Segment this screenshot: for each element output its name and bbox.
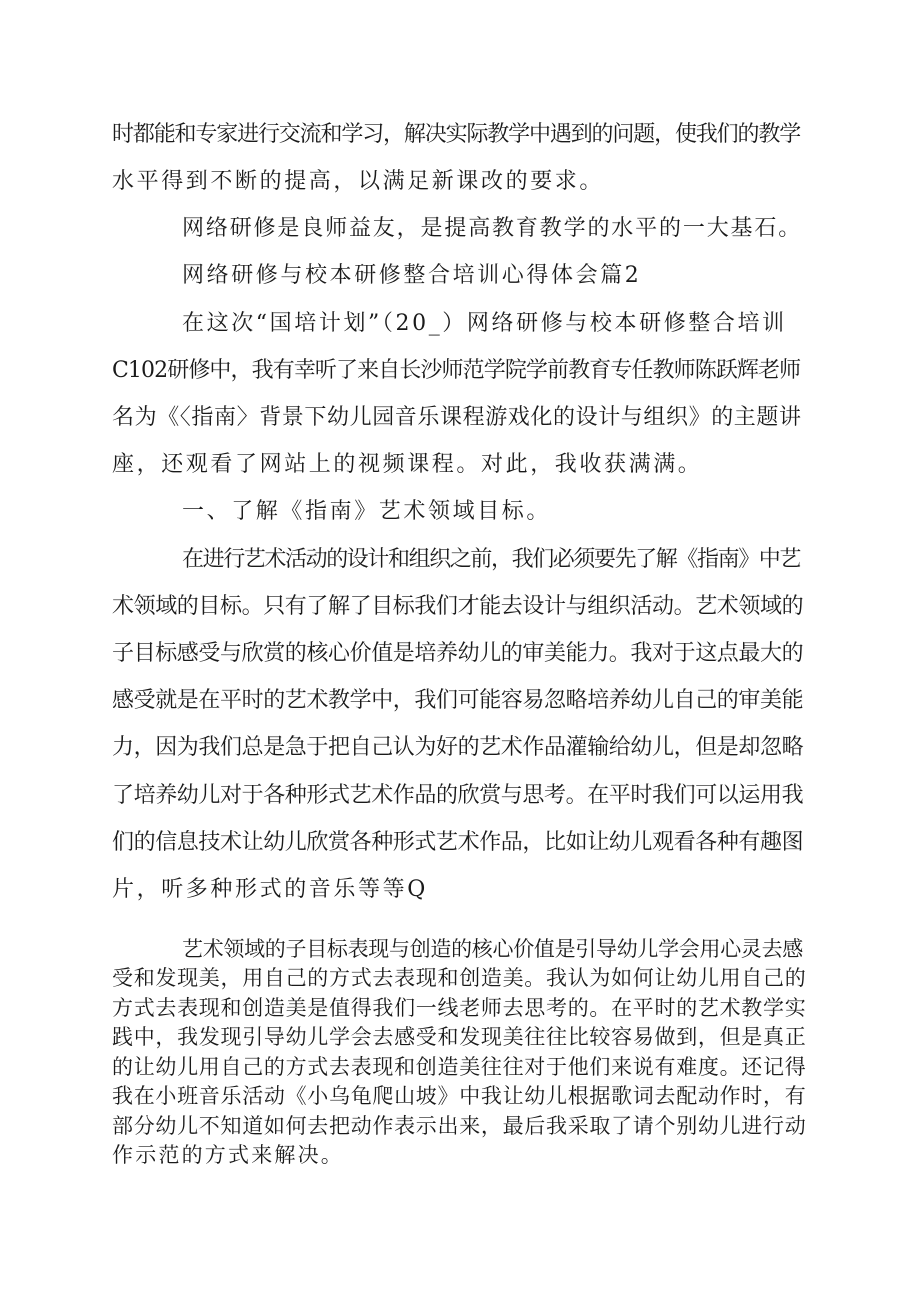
subsection-heading: 一、了解《指南》艺术领域目标。 bbox=[182, 499, 552, 524]
text-line: 我在小班音乐活动《小乌龟爬山坡》中我让幼儿根据歌词去配动作时，有 bbox=[112, 1084, 807, 1108]
text-line: 术领域的目标。只有了解了目标我们才能去设计与组织活动。艺术领域的 bbox=[112, 594, 804, 619]
text-line: 受和发现美，用自己的方式去表现和创造美。我认为如何让幼儿用自己的 bbox=[112, 966, 807, 990]
text-line: 在进行艺术活动的设计和组织之前，我们必须要先了解《指南》中艺 bbox=[182, 547, 801, 572]
text-line: 在这次“国培计划”（20_）网络研修与校本研修整合培训 bbox=[182, 311, 787, 336]
text-line: 践中，我发现引导幼儿学会去感受和发现美往往比较容易做到，但是真正 bbox=[112, 1025, 807, 1049]
text-line: 片，听多种形式的音乐等等Q bbox=[112, 877, 428, 902]
text-line: 艺术领域的子目标表现与创造的核心价值是引导幼儿学会用心灵去感 bbox=[182, 937, 803, 961]
text-line: 部分幼儿不知道如何去把动作表示出来，最后我采取了请个别幼儿进行动 bbox=[112, 1114, 807, 1138]
text-line: C102研修中，我有幸听了来自长沙师范学院学前教育专任教师陈跃辉老师 bbox=[112, 358, 801, 383]
text-line: 作示范的方式来解决。 bbox=[112, 1143, 344, 1167]
text-line: 名为《〈指南〉背景下幼儿园音乐课程游戏化的设计与组织》的主题讲 bbox=[112, 405, 802, 430]
text-line: 感受就是在平时的艺术教学中，我们可能容易忽略培养幼儿自己的审美能 bbox=[112, 688, 804, 713]
text-line: 座，还观看了网站上的视频课程。对此，我收获满满。 bbox=[112, 452, 703, 477]
paragraph-foundation: 网络研修是良师益友，是提高教育教学的水平的一大基石。 bbox=[182, 216, 803, 241]
text-line: 子目标感受与欣赏的核心价值是培养幼儿的审美能力。我对于这点最大的 bbox=[112, 641, 804, 666]
text-line: 方式去表现和创造美是值得我们一线老师去思考的。在平时的艺术教学实 bbox=[112, 996, 807, 1020]
text-line: 的让幼儿用自己的方式去表现和创造美往往对于他们来说有难度。还记得 bbox=[112, 1055, 807, 1079]
section-heading: 网络研修与校本研修整合培训心得体会篇2 bbox=[182, 263, 642, 288]
text-line: 们的信息技术让幼儿欣赏各种形式艺术作品，比如让幼儿观看各种有趣图 bbox=[112, 830, 804, 855]
text-line: 力，因为我们总是急于把自己认为好的艺术作品灌输给幼儿，但是却忽略 bbox=[112, 735, 804, 760]
text-line: 水平得到不断的提高，以满足新课改的要求。 bbox=[112, 169, 605, 194]
text-line: 了培养幼儿对于各种形式艺术作品的欣赏与思考。在平时我们可以运用我 bbox=[112, 783, 804, 808]
text-line: 时都能和专家进行交流和学习，解决实际教学中遇到的问题，使我们的教学 bbox=[112, 122, 801, 147]
